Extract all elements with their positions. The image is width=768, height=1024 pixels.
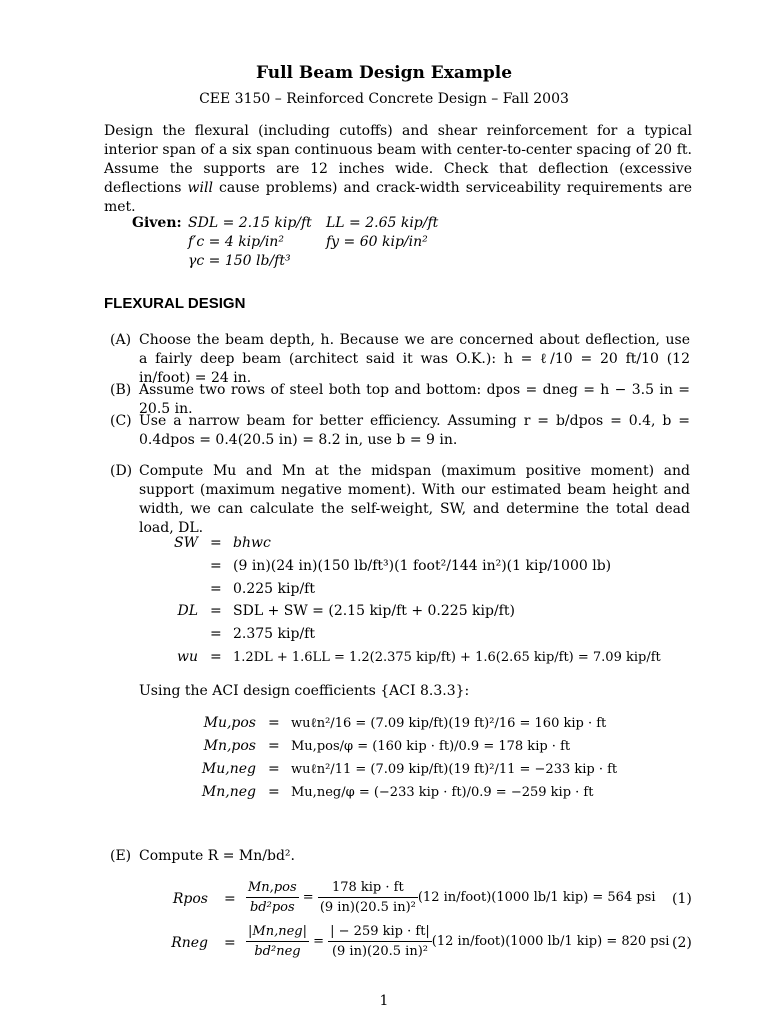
step-a-text: Choose the beam depth, h. Because we are concerned about deflection, use a fairly deep beam (architect said it was O.K.): h = ℓ/10 = 20 ft/10 (12 in/foot) = 24 in.: [139, 332, 690, 386]
document-subtitle: CEE 3150 – Reinforced Concrete Design – Fall 2003: [199, 91, 569, 107]
eq-rel: =: [268, 738, 280, 754]
step-c-text: Use a narrow beam for better efficiency. Assuming r = b/dpos = 0.4, b = 0.4dpos = 0.4(20.5 in) = 8.2 in, use b = 9 in.: [139, 413, 690, 448]
intro-text-emphasis: will: [187, 180, 213, 196]
step-d-tag: (D): [110, 463, 133, 479]
given-label: Given:: [132, 215, 182, 231]
eq-lhs: Mu,pos: [203, 715, 256, 731]
eq-rel: =: [210, 626, 222, 642]
given-gamma: γc = 150 lb/ft³: [188, 253, 291, 269]
fraction-denominator: (9 in)(20.5 in)²: [331, 944, 428, 959]
given-fc: f′c = 4 kip/in²: [188, 234, 284, 250]
eq-rel: =: [268, 715, 280, 731]
section-heading: FLEXURAL DESIGN: [104, 295, 246, 312]
eq-rel: =: [268, 784, 280, 800]
step-e-tag: (E): [110, 848, 132, 864]
given-sdl: SDL = 2.15 kip/ft: [188, 215, 312, 231]
fraction: [328, 922, 432, 961]
eq-rhs: 1.2DL + 1.6LL = 1.2(2.375 kip/ft) + 1.6(2.65 kip/ft) = 7.09 kip/ft: [233, 650, 661, 665]
step-d-text: Compute Mu and Mn at the midspan (maximum positive moment) and support (maximum negative moment). With our estimated beam height and width, we can calculate the self-weight, SW, and determine the total dead load, DL.: [139, 463, 690, 536]
eq-tail: (12 in/foot)(1000 lb/1 kip) = 820 psi: [431, 934, 670, 949]
step-a: [110, 331, 690, 388]
intro-text-1: Design the flexural (including cutoffs) and shear reinforcement for a typical interior span of a six span continuous beam with center-to-center spacing of 20 ft. Assume the supports are 12 inches wide. Check that deflection (excessive deflections: [104, 123, 692, 196]
page-number: 1: [379, 993, 389, 1009]
eq-rhs: $\frac{\text{|Mn,neg|}}{\text{bd²neg}}$ = $\frac{\text{| − 259 kip · ft|}}{\text{(9 in)(20.5 in)²}}$ (12 in/foot)(1000 lb/1 kip) = 820 psi: [248, 924, 670, 959]
document-title: Full Beam Design Example: [255, 63, 513, 83]
eq-rhs: Mu,pos/φ = (160 kip · ft)/0.9 = 178 kip · ft: [291, 739, 571, 754]
fraction: [246, 878, 299, 917]
step-a-tag: (A): [110, 332, 132, 348]
eq-rhs: 2.375 kip/ft: [233, 626, 315, 642]
aci-note: Using the ACI design coefficients {ACI 8.3.3}:: [139, 683, 470, 699]
eq-rhs: bhwc: [233, 535, 271, 551]
step-e: [110, 847, 690, 866]
eq-rhs: SDL + SW = (2.15 kip/ft + 0.225 kip/ft): [233, 603, 515, 619]
equation-number: (2): [672, 935, 692, 951]
given-ll: LL = 2.65 kip/ft: [326, 215, 439, 231]
step-c: [110, 412, 690, 450]
eq-rel: =: [224, 891, 236, 907]
fraction: [318, 878, 418, 917]
fraction-numerator: | − 259 kip · ft|: [328, 922, 432, 942]
intro-paragraph: [104, 122, 692, 217]
eq-rel: =: [210, 603, 222, 619]
fraction-denominator: (9 in)(20.5 in)²: [319, 900, 416, 915]
fraction-denominator: bd²pos: [249, 900, 295, 915]
eq-rel: =: [268, 761, 280, 777]
eq-rhs: 0.225 kip/ft: [233, 581, 315, 597]
eq-lhs: Mu,neg: [201, 761, 256, 777]
eq-lhs: Mn,pos: [203, 738, 256, 754]
eq-rhs: $\frac{\text{Mn,pos}}{\text{bd²pos}}$ = $\frac{\text{178 kip · ft}}{\text{(9 in)(20.5 in)²}}$ (12 in/foot)(1000 lb/1 kip) = 564 psi: [248, 880, 656, 915]
eq-rhs: (9 in)(24 in)(150 lb/ft³)(1 foot²/144 in²)(1 kip/1000 lb): [233, 558, 612, 574]
r-eq-pos: [0, 878, 768, 922]
intro-text-2: cause problems) and crack-width serviceability requirements are met.: [104, 180, 692, 215]
eq-lhs: wu: [177, 649, 198, 665]
fraction: [246, 922, 309, 961]
eq-lhs: SW: [174, 535, 198, 551]
eq-lhs: DL: [177, 603, 198, 619]
eq-rhs: Mu,neg/φ = (−233 kip · ft)/0.9 = −259 kip · ft: [291, 785, 594, 800]
fraction-numerator: 178 kip · ft: [318, 878, 418, 898]
eq-rel: =: [210, 581, 222, 597]
step-c-tag: (C): [110, 413, 132, 429]
fraction-denominator: bd²neg: [254, 944, 301, 959]
eq-lhs: Mn,neg: [201, 784, 256, 800]
step-e-text: Compute R = Mn/bd².: [139, 848, 295, 864]
eq-rhs: wuℓn²/11 = (7.09 kip/ft)(19 ft)²/11 = −233 kip · ft: [291, 762, 618, 777]
eq-rhs: wuℓn²/16 = (7.09 kip/ft)(19 ft)²/16 = 160 kip · ft: [291, 716, 607, 731]
equation-number: (1): [672, 891, 692, 907]
step-d: [110, 462, 690, 538]
eq-lhs: Rpos: [172, 891, 208, 907]
eq-rel: =: [210, 558, 222, 574]
eq-rel: =: [224, 935, 236, 951]
eq-rel: =: [210, 535, 222, 551]
fraction-numerator: |Mn,neg|: [246, 922, 309, 942]
eq-lhs: Rneg: [171, 935, 208, 951]
fraction-numerator: Mn,pos: [246, 878, 299, 898]
eq-tail: (12 in/foot)(1000 lb/1 kip) = 564 psi: [417, 890, 656, 905]
eq-rel: =: [210, 649, 222, 665]
r-eq-neg: [0, 922, 768, 966]
given-fy: fy = 60 kip/in²: [326, 234, 428, 250]
step-b-text: Assume two rows of steel both top and bottom: dpos = dneg = h − 3.5 in = 20.5 in.: [139, 382, 690, 417]
step-b-tag: (B): [110, 382, 132, 398]
